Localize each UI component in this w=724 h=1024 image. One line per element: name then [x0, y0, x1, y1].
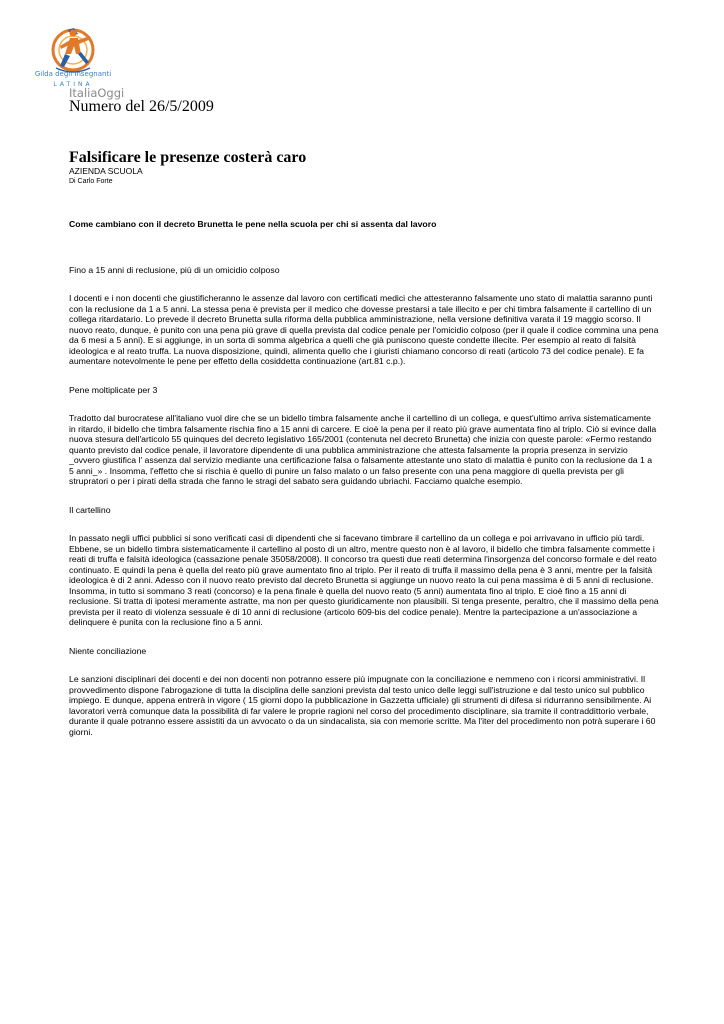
article-author: Di Carlo Forte: [69, 178, 113, 185]
paragraph-2: Tradotto dal burocratese all'italiano vuol dire che se un bidello timbra falsamente anche il cartellino di un collega, e quest'ultimo arriva sistematicamente in ritardo, il bidello che timbra falsamente rischia fino a 15 anni di carcere. E cioè la pena per il reato più grave aumentata fino al triplo. Ciò si evince dalla nuova stesura dell'articolo 55 quinques del decreto legislativo 165/2001 (contenuta nel decreto Brunetta) che inizia con queste parole: «Fermo restando quanto previsto dal codice penale, il lavoratore dipendente di una pubblica amministrazione che attesta falsamente la propria presenza in servizio _ovvero giustifica l' assenza dal servizio mediante una certificazione falsa o falsamente attestante uno stato di malattia è punito con la reclusione da 1 a 5 anni_» . Insomma, l'effetto che si rischia è quello di punire un falso malato o un falso presente con una pena maggiore di quella prevista per gli strupratori o per i pirati della strada che fanno le stragi del sabato sera guidando ubriachi. Facciamo qualche esempio.: [69, 413, 657, 486]
paragraph-3: In passato negli uffici pubblici si sono verificati casi di dipendenti che si facevano timbrare il cartellino da un collega e poi arrivavano in ufficio più tardi. Ebbene, se un bidello timbra sistematicamente il cartellino al posto di un altro, mentre questo non è al lavoro, il bidello che timbra falsamente commette i reati di truffa e falsità ideologica (cassazione penale 35058/2008). Il concorso tra questi due reati determina l'insorgenza del concorso formale e del reato continuato. E quindi la pena è quella del reato più grave aumentato fino al triplo. Per il reato di truffa il massimo della pena è 3 anni, mentre per la falsità ideologica è di 2 anni. Adesso con il nuovo reato previsto dal decreto Brunetta si aggiunge un nuovo reato la cui pena massima è di 5 anni di reclusione. Insomma, in tutto si sommano 3 reati (concorso) e la pena finale è quella del nuovo reato (5 anni) aumentata fino al triplo. E cioè fino a 15 anni di reclusione. Si tratta di ipotesi meramente astratte, ma non per questo giuridicamente non plausibili. Si tenga presente, peraltro, che il massimo della pena prevista per il reato di violenza sessuale è di 10 anni di reclusione (articolo 609-bis del codice penale). Mentre la partecipazione a un'associazione a delinquere è punita con la reclusione fino a 5 anni.: [69, 533, 659, 627]
article-section: AZIENDA SCUOLA: [69, 166, 143, 176]
paragraph-1: I docenti e i non docenti che giustificheranno le assenze dal lavoro con certificati medici che attesteranno falsamente uno stato di malattia saranno punti con la reclusione da 1 a 5 anni. La stessa pena è prevista per il medico che dovesse prestarsi a tale illecito e per chi timbra falsamente il cartellino di un collega ritardatario. Lo prevede il decreto Brunetta sulla riforma della pubblica amministrazione, nella versione definitiva varata il 19 maggio scorso. Il nuovo reato, dunque, è punito con una pena più grave di quella prevista dal codice penale per l'omicidio colposo (per il quale il codice commina una pena da 6 mesi a 5 anni). E si aggiunge, in un sorta di somma algebrica a quelli che già puniscono queste condette illecite. Per esempio al reato di falsità ideologica e al reato truffa. La nuova disposizione, quindi, alimenta quello che i giuristi chiamano concorso di reati (articolo 73 del codice penale). E fa aumentare notevolmente le pene per effetto della cosiddetta continuazione (art.81 c.p.).: [69, 293, 659, 366]
article-body: [69, 219, 659, 755]
subheading-cartellino: Il cartellino: [69, 504, 111, 515]
article-subtitle: Come cambiano con il decreto Brunetta le pene nella scuola per chi si assenta dal lavoro: [69, 219, 437, 229]
issue-date: Numero del 26/5/2009: [69, 98, 214, 115]
subheading-pene: Pene moltiplicate per 3: [69, 384, 158, 395]
paragraph-4: Le sanzioni disciplinari dei docenti e dei non docenti non potranno essere più impugnate con la conciliazione e nemmeno con i ricorsi amministrativi. Il provvedimento dispone l'abrogazione di tutta la disciplina delle sanzioni prevista dal testo unico delle leggi sull'istruzione e dal testo unico sul pubblico impiego. E dunque, appena entrerà in vigore ( 15 giorni dopo la pubblicazione in Gazzetta ufficiale) gli strumenti di difesa si ridurranno sensibilmente. Ai lavoratori verrà comunque data la possibilità di far valere le proprie ragioni nel corso del procedimento disciplinare, sia tramite il contraddittorio verbale, durante il quale potranno essere assistiti da un avvocato o da un sindacalista, sia con memorie scritte. Ma l'iter del procedimento non potrà superare i 60 giorni.: [69, 674, 656, 737]
subheading-conciliazione: Niente conciliazione: [69, 645, 147, 656]
logo-caption: Gilda degli Insegnanti: [34, 70, 112, 78]
article-intro: Fino a 15 anni di reclusione, più di un omicidio colposo: [69, 264, 280, 275]
logo-city: LATINA: [53, 81, 93, 88]
article-title: Falsificare le presenze costerà caro: [69, 149, 307, 166]
newspaper-name: ItaliaOggi: [69, 86, 125, 100]
